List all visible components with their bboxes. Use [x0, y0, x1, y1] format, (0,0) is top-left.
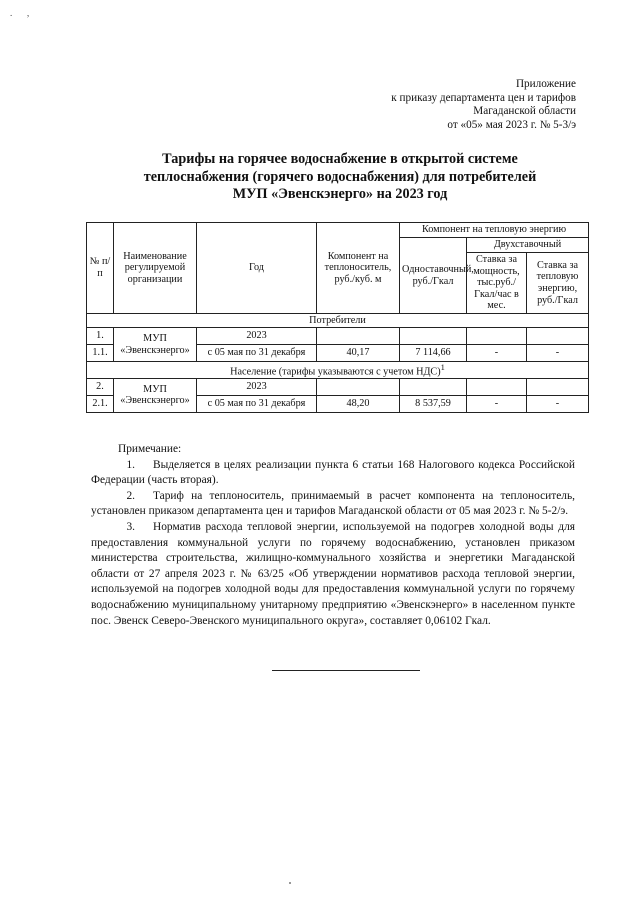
- header-capacity-rate: Ставка за мощность, тыс.руб./ Гкал/час в мес.: [467, 253, 527, 314]
- row-num: 1.1.: [87, 345, 114, 362]
- footnote-marker: 1: [440, 362, 445, 372]
- empty-cell: [527, 328, 589, 345]
- capacity-rate-value: -: [467, 395, 527, 412]
- note-text: Тариф на теплоноситель, принимаемый в расчет компонента на теплоноситель, установлен приказом департамента цен и тарифов Магаданской области от 05 мая 2023 г. № 5-2/э.: [91, 489, 575, 518]
- year-cell: 2023: [197, 378, 317, 395]
- note-item: [91, 458, 575, 489]
- appendix-line: Магаданской области: [473, 105, 576, 118]
- note-item: [91, 489, 575, 520]
- empty-cell: [527, 378, 589, 395]
- section-label-text: Население (тарифы указываются с учетом НДС): [230, 366, 441, 378]
- carrier-value: 48,20: [317, 395, 400, 412]
- year-cell: 2023: [197, 328, 317, 345]
- header-energy-rate: Ставка за тепловую энергию, руб./Гкал: [527, 253, 589, 314]
- header-single-rate: Одноставочный, руб./Гкал: [400, 238, 467, 314]
- header-year: Год: [197, 223, 317, 314]
- carrier-value: 40,17: [317, 345, 400, 362]
- appendix-block: [316, 78, 576, 132]
- period-cell: с 05 мая по 31 декабря: [197, 395, 317, 412]
- empty-cell: [317, 328, 400, 345]
- section-label: [87, 362, 589, 379]
- note-number: 1.: [126, 458, 135, 471]
- section-label: Потребители: [87, 314, 589, 328]
- note-number: 2.: [126, 489, 135, 502]
- energy-rate-value: -: [527, 395, 589, 412]
- capacity-rate-value: -: [467, 345, 527, 362]
- title-line: Тарифы на горячее водоснабжение в открытой системе: [162, 151, 518, 167]
- tariff-table: [86, 222, 589, 413]
- appendix-line: от «05» мая 2023 г. № 5-3/э: [447, 118, 576, 131]
- single-rate-value: 8 537,59: [400, 395, 467, 412]
- header-two-rate: Двухставочный: [467, 238, 589, 253]
- appendix-line: Приложение: [515, 78, 576, 90]
- appendix-line: к приказу департамента цен и тарифов: [391, 91, 576, 104]
- org-name: МУП «Эвенскэнерго»: [114, 378, 197, 412]
- note-number: 3.: [126, 520, 135, 533]
- header-org: Наименование регулируемой организации: [114, 223, 197, 314]
- row-num: 2.: [87, 378, 114, 395]
- document-title: [90, 151, 590, 204]
- row-num: 1.: [87, 328, 114, 345]
- title-line: теплоснабжения (горячего водоснабжения) для потребителей: [143, 168, 537, 185]
- empty-cell: [400, 328, 467, 345]
- scan-marks: . ‚: [10, 8, 36, 18]
- note-text: Выделяется в целях реализации пункта 6 статьи 168 Налогового кодекса Российской Федерации (часть вторая).: [91, 458, 575, 487]
- note-item: [91, 520, 575, 629]
- empty-cell: [317, 378, 400, 395]
- note-text: Норматив расхода тепловой энергии, используемой на подогрев холодной воды для предоставления коммунальной услуги по горячему водоснабжению, установлен приказом министерства строительства, жилищно-коммунального хозяйства и энергетики Магаданской области от 27 апреля 2023 г. № 63/25 «Об утверждении нормативов расхода тепловой энергии, используемой на подогрев холодной воды для предоставления коммунальной услуги по горячему водоснабжению муниципальному унитарному предприятию «Эвенскэнерго» в населенном пункте пос. Эвенск Северо-Эвенского муниципального округа», составляет 0,06102 Гкал.: [91, 520, 575, 627]
- empty-cell: [467, 328, 527, 345]
- empty-cell: [467, 378, 527, 395]
- title-line: МУП «Эвенскэнерго» на 2023 год: [232, 186, 448, 202]
- energy-rate-value: -: [527, 345, 589, 362]
- org-name: МУП «Эвенскэнерго»: [114, 328, 197, 362]
- notes-block: [91, 442, 575, 629]
- notes-heading: Примечание:: [118, 443, 182, 455]
- empty-cell: [400, 378, 467, 395]
- header-carrier-component: Компонент на теплоноситель, руб./куб. м: [317, 223, 400, 314]
- separator-line: [272, 670, 420, 671]
- row-num: 2.1.: [87, 395, 114, 412]
- header-thermal-component: Компонент на тепловую энергию: [400, 223, 589, 238]
- scan-dot: [289, 882, 291, 884]
- single-rate-value: 7 114,66: [400, 345, 467, 362]
- header-num: № п/п: [87, 223, 114, 314]
- period-cell: с 05 мая по 31 декабря: [197, 345, 317, 362]
